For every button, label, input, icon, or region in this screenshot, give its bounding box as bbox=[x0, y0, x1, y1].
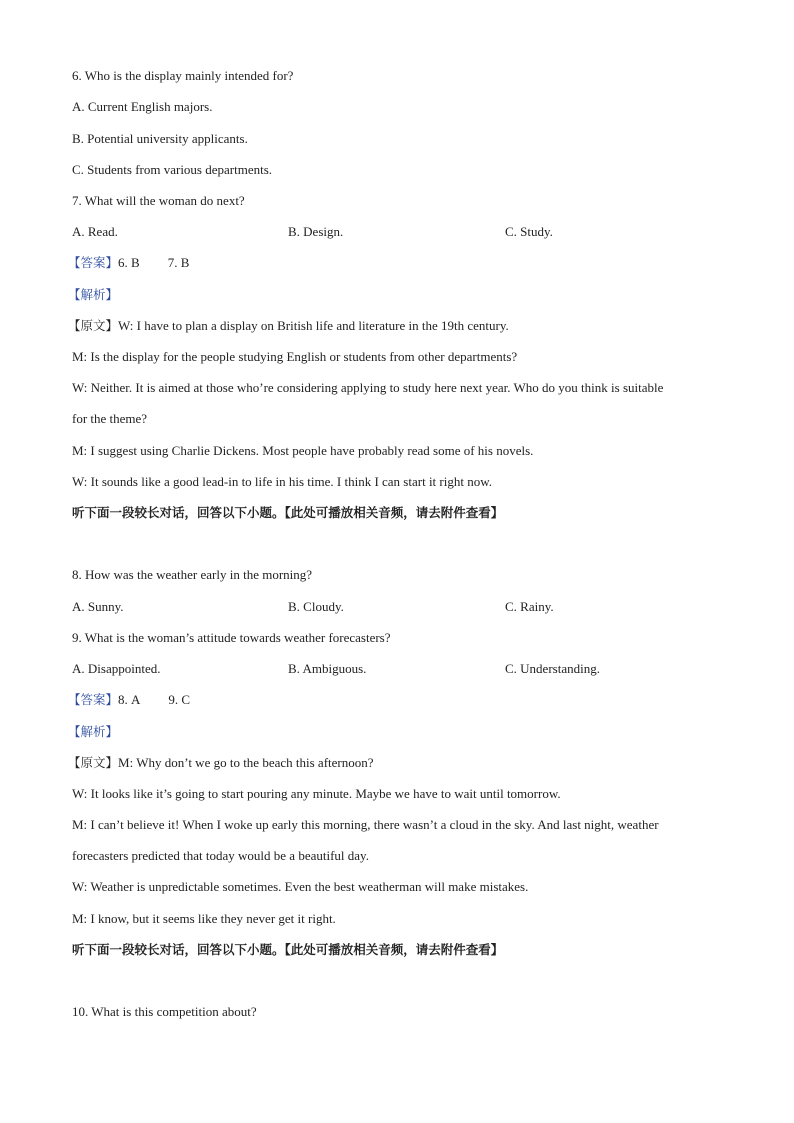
q9-option-a: A. Disappointed. bbox=[72, 661, 161, 676]
question-8: 8. How was the weather early in the morning? bbox=[72, 567, 313, 582]
analysis-line-1 bbox=[68, 287, 119, 303]
q7-option-b: B. Design. bbox=[288, 224, 344, 239]
transcript-2-line-4: forecasters predicted that today would be a beautiful day. bbox=[72, 848, 369, 863]
transcript-2-line-2: W: It looks like it’s going to start pouring any minute. Maybe we have to wait until tomorrow. bbox=[72, 786, 561, 801]
q7-option-a: A. Read. bbox=[72, 224, 118, 239]
analysis-line-2 bbox=[68, 724, 119, 740]
answer-7: 7. B bbox=[167, 255, 190, 270]
transcript-2-line-3: M: I can’t believe it! When I woke up early this morning, there wasn’t a cloud in the sky. And last night, weather bbox=[72, 817, 659, 832]
question-6: 6. Who is the display mainly intended for? bbox=[72, 68, 294, 83]
transcript-1-line-5: M: I suggest using Charlie Dickens. Most people have probably read some of his novels. bbox=[72, 443, 534, 458]
answer-tag: 【答案】 bbox=[68, 255, 119, 270]
q6-option-a: A. Current English majors. bbox=[72, 99, 213, 114]
answer-line-2 bbox=[68, 692, 191, 708]
answer-tag: 【答案】 bbox=[68, 692, 119, 707]
transcript-1-line-1: 【原文】W: I have to plan a display on British life and literature in the 19th century. bbox=[68, 318, 509, 333]
analysis-tag: 【解析】 bbox=[68, 724, 119, 739]
transcript-1-line-4: for the theme? bbox=[72, 411, 148, 426]
transcript-tag: 【原文】 bbox=[68, 755, 119, 770]
transcript-1-line-3: W: Neither. It is aimed at those who’re considering applying to study here next year. Who do you think is suitable bbox=[72, 380, 664, 395]
question-7: 7. What will the woman do next? bbox=[72, 193, 245, 208]
analysis-tag: 【解析】 bbox=[68, 287, 119, 302]
q8-option-b: B. Cloudy. bbox=[288, 599, 344, 614]
transcript-2-line-5: W: Weather is unpredictable sometimes. Even the best weatherman will make mistakes. bbox=[72, 879, 529, 894]
q9-option-b: B. Ambiguous. bbox=[288, 661, 367, 676]
answer-6: 6. B bbox=[118, 255, 140, 270]
question-9: 9. What is the woman’s attitude towards weather forecasters? bbox=[72, 630, 391, 645]
q7-option-c: C. Study. bbox=[505, 224, 553, 239]
q6-option-b: B. Potential university applicants. bbox=[72, 131, 248, 146]
q8-option-a: A. Sunny. bbox=[72, 599, 124, 614]
transcript-2-line-1: 【原文】M: Why don’t we go to the beach this afternoon? bbox=[68, 755, 374, 770]
q8-option-c: C. Rainy. bbox=[505, 599, 554, 614]
question-10: 10. What is this competition about? bbox=[72, 1004, 257, 1019]
q6-option-c: C. Students from various departments. bbox=[72, 162, 273, 177]
audio-notice-2: 听下面一段较长对话，回答以下小题。【此处可播放相关音频，请去附件查看】 bbox=[72, 942, 504, 957]
audio-notice-1: 听下面一段较长对话，回答以下小题。【此处可播放相关音频，请去附件查看】 bbox=[72, 505, 504, 520]
transcript-1-line-6: W: It sounds like a good lead-in to life in his time. I think I can start it right now. bbox=[72, 474, 493, 489]
answer-line-1 bbox=[68, 255, 190, 271]
transcript-tag: 【原文】 bbox=[68, 318, 119, 333]
answer-8: 8. A bbox=[118, 692, 141, 707]
transcript-1-line-2: M: Is the display for the people studying English or students from other departments? bbox=[72, 349, 518, 364]
answer-9: 9. C bbox=[168, 692, 191, 707]
transcript-2-line-6: M: I know, but it seems like they never get it right. bbox=[72, 911, 336, 926]
q9-option-c: C. Understanding. bbox=[505, 661, 600, 676]
